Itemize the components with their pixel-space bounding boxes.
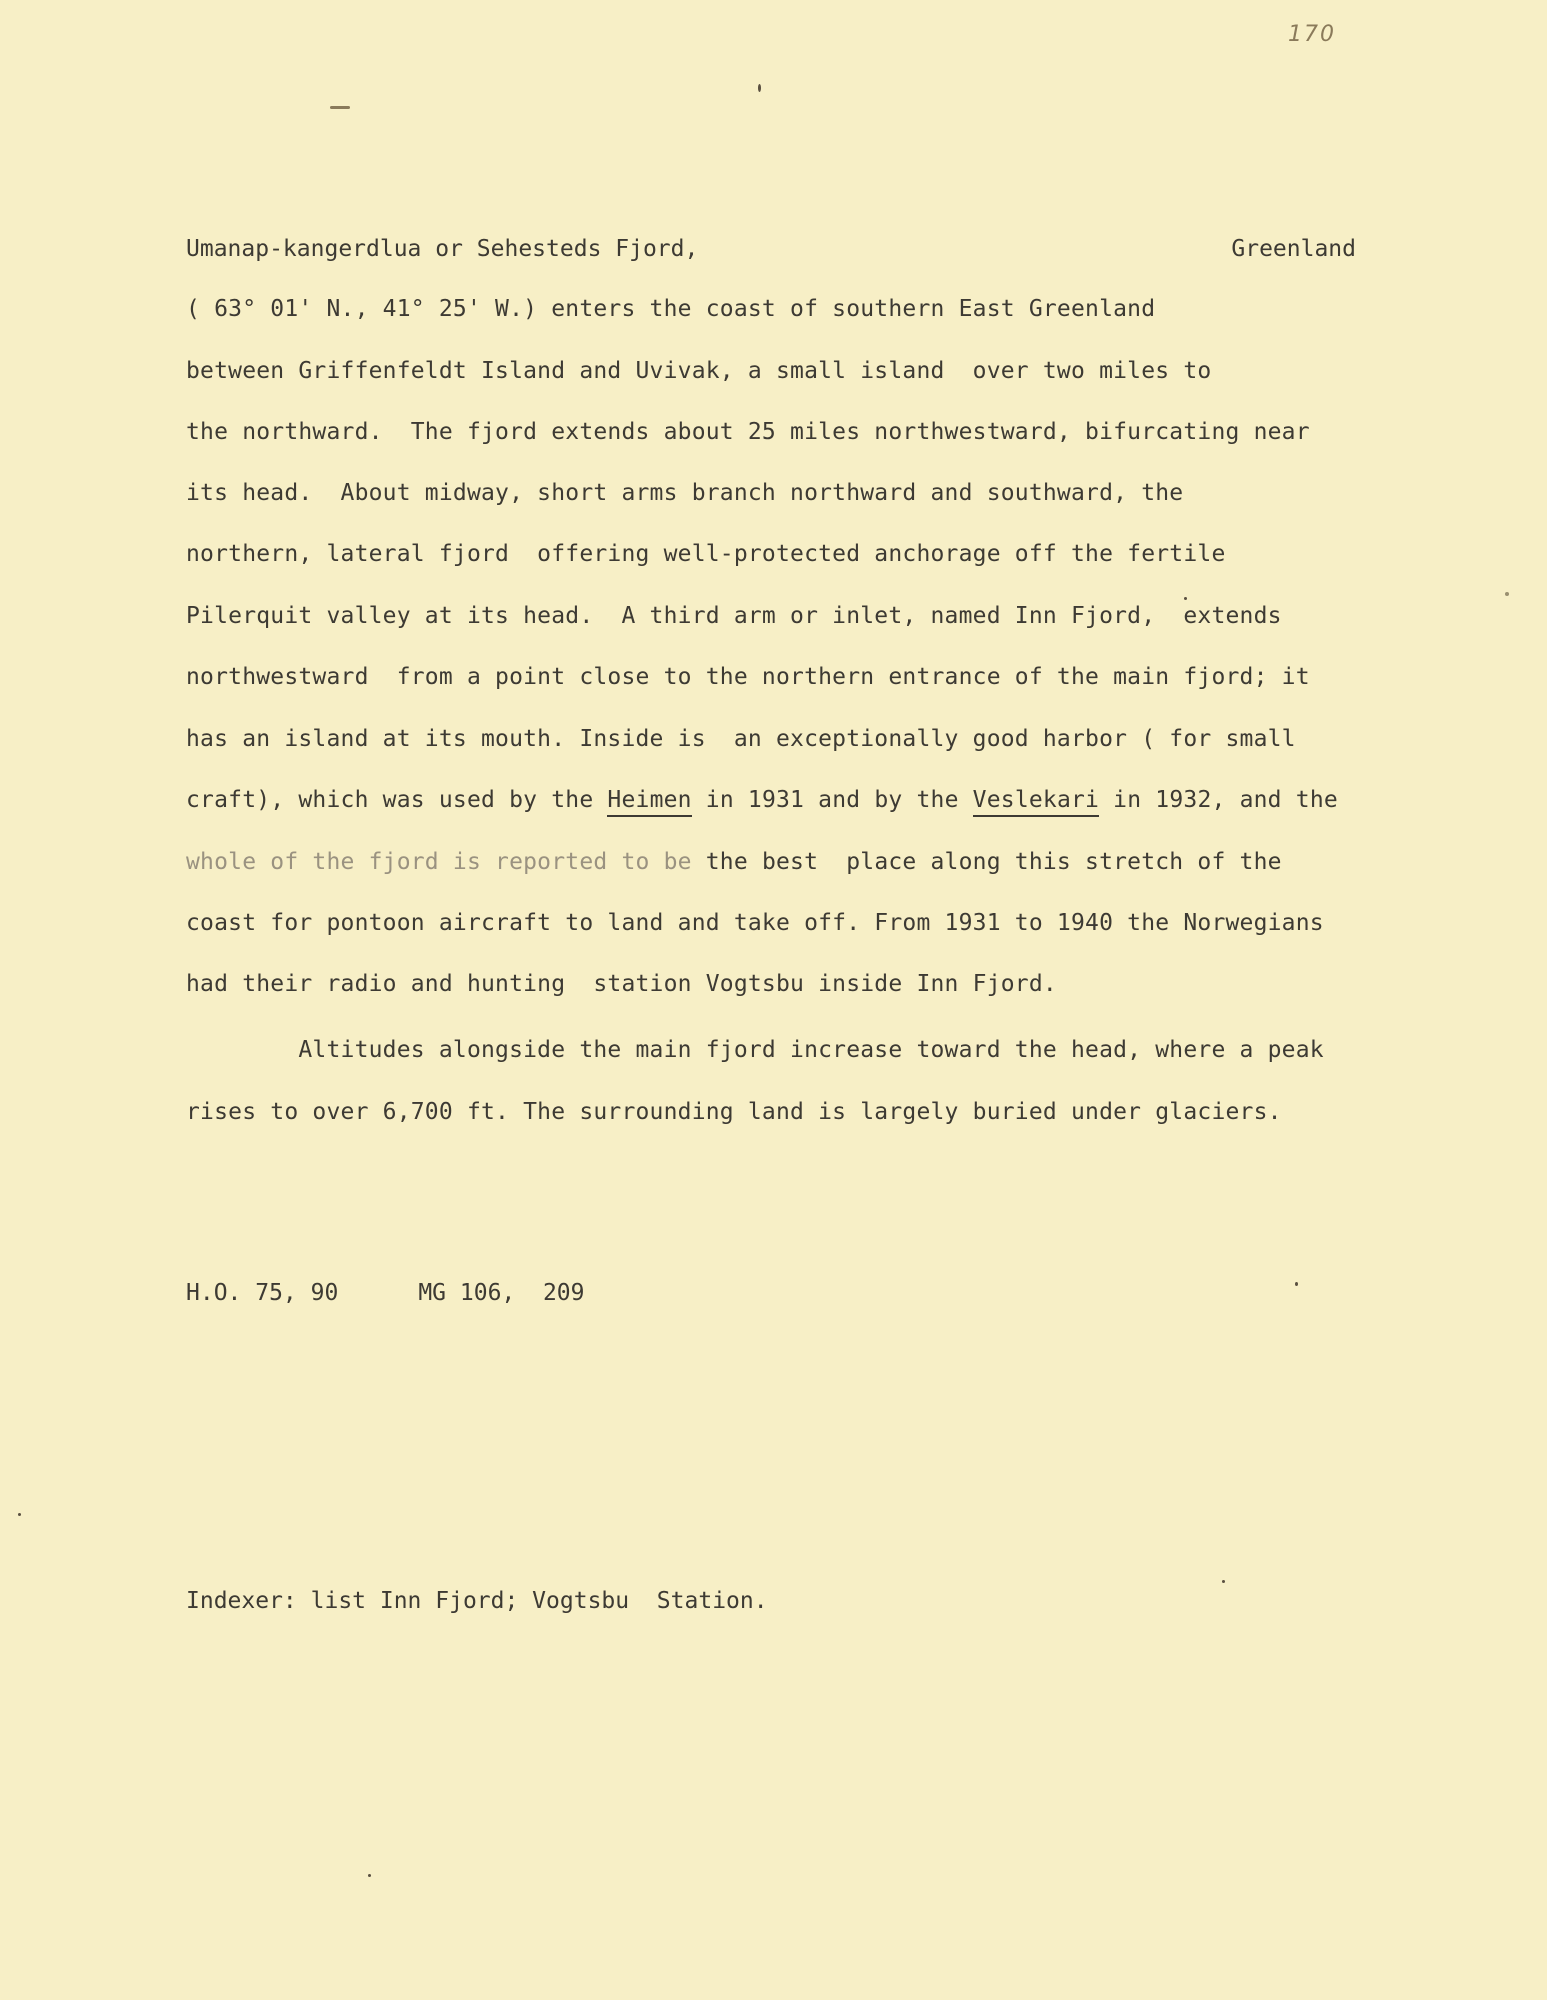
para2-line-1: Altitudes alongside the main fjord increase toward the head, where a peak: [186, 1037, 1324, 1063]
source-references: [186, 1280, 585, 1306]
paper-speck: [1295, 1282, 1298, 1286]
body-line-5: northern, lateral fjord offering well-protected anchorage off the fertile: [186, 541, 1226, 567]
body-line-9: [186, 787, 1338, 813]
fjord-title: Umanap-kangerdlua or Sehesteds Fjord,: [186, 236, 699, 262]
body-line-10: [186, 849, 1282, 875]
line-text: the best place along this stretch of the: [691, 849, 1282, 875]
faded-text: whole of the fjord is reported to be: [186, 849, 692, 875]
line-text: in 1931 and by the: [691, 787, 973, 813]
indexer-note: Indexer: list Inn Fjord; Vogtsbu Station.: [186, 1588, 768, 1614]
paper-speck: [368, 1874, 371, 1877]
line-text: in 1932, and the: [1099, 787, 1338, 813]
paper-speck: [1184, 597, 1187, 600]
page-number: 170: [1288, 22, 1336, 47]
line-text: craft), which was used by the: [186, 787, 608, 813]
body-line-1: ( 63° 01' N., 41° 25' W.) enters the coast of southern East Greenland: [186, 296, 1156, 322]
body-line-4: its head. About midway, short arms branch northward and southward, the: [186, 480, 1184, 506]
paper-speck: [1505, 592, 1509, 596]
body-line-2: between Griffenfeldt Island and Uvivak, a small island over two miles to: [186, 358, 1212, 384]
body-line-12: had their radio and hunting station Vogtsbu inside Inn Fjord.: [186, 971, 1057, 997]
body-line-11: coast for pontoon aircraft to land and take off. From 1931 to 1940 the Norwegians: [186, 910, 1324, 936]
paper-speck: [1222, 1580, 1225, 1583]
mg-reference: MG 106, 209: [418, 1280, 585, 1306]
ship-name-veslekari: Veslekari: [973, 787, 1099, 817]
body-line-6: Pilerquit valley at its head. A third arm or inlet, named Inn Fjord, extends: [186, 603, 1282, 629]
document-header: [186, 236, 1356, 270]
ship-name-heimen: Heimen: [607, 787, 691, 817]
paper-speck: [18, 1513, 21, 1516]
body-line-7: northwestward from a point close to the northern entrance of the main fjord; it: [186, 664, 1310, 690]
body-line-8: has an island at its mouth. Inside is an exceptionally good harbor ( for small: [186, 726, 1296, 752]
body-line-3: the northward. The fjord extends about 25 miles northwestward, bifurcating near: [186, 419, 1310, 445]
para2-line-2: rises to over 6,700 ft. The surrounding land is largely buried under glaciers.: [186, 1099, 1282, 1125]
paper-speck: [330, 106, 350, 109]
paper-speck: [758, 84, 761, 92]
ho-reference: H.O. 75, 90: [186, 1280, 339, 1306]
region-label: Greenland: [1231, 236, 1356, 262]
